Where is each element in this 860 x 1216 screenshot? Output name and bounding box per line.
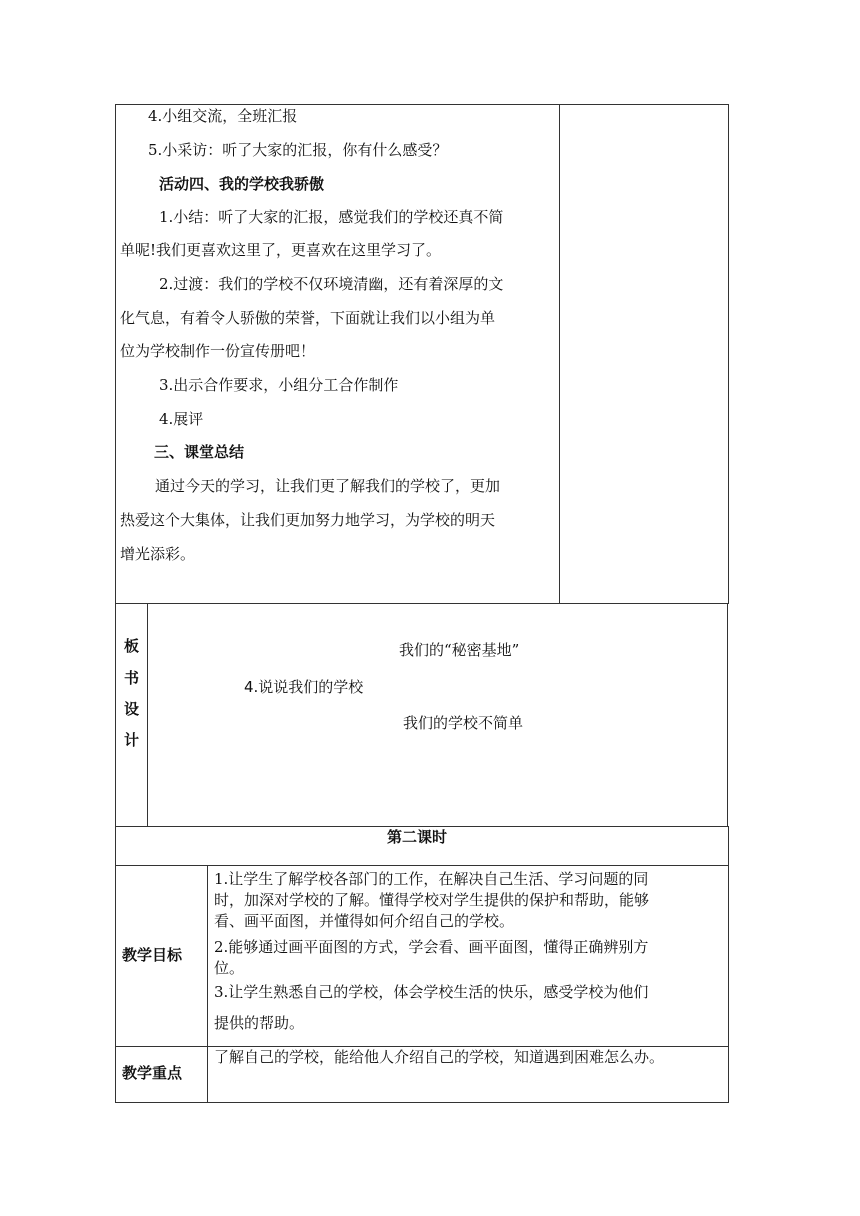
text-line: 化气息，有着令人骄傲的荣誉，下面就让我们以小组为单	[120, 309, 496, 327]
border	[728, 104, 729, 603]
goal-line: 时，加深对学校的了解。懂得学校对学生提供的保护和帮助，能够	[214, 891, 650, 909]
text-line: 1.小结：听了大家的汇报，感觉我们的学校还真不简	[159, 208, 504, 226]
border	[115, 104, 729, 105]
board-label-char: 书	[124, 669, 140, 687]
section-heading: 三、课堂总结	[154, 443, 245, 461]
border	[727, 603, 728, 827]
border	[115, 603, 116, 827]
goals-label: 教学目标	[122, 946, 183, 964]
goal-line: 提供的帮助。	[214, 1014, 305, 1032]
border	[559, 104, 560, 603]
board-title: 我们的“秘密基地”	[399, 641, 520, 659]
board-lesson: 4.说说我们的学校	[244, 678, 364, 696]
board-label-char: 设	[124, 700, 140, 718]
lesson-header: 第二课时	[387, 828, 448, 846]
key-label: 教学重点	[122, 1064, 183, 1082]
border	[728, 826, 729, 1103]
border	[115, 104, 116, 603]
board-label-char: 板	[124, 637, 140, 655]
key-text: 了解自己的学校，能给他人介绍自己的学校，知道遇到困难怎么办。	[214, 1048, 665, 1066]
border	[115, 1102, 729, 1103]
goal-line: 2.能够通过画平面图的方式，学会看、画平面图，懂得正确辨别方	[214, 938, 649, 956]
goal-line: 位。	[214, 959, 245, 977]
activity-heading: 活动四、我的学校我骄傲	[159, 175, 325, 193]
text-line: 通过今天的学习，让我们更了解我们的学校了，更加	[155, 477, 501, 495]
text-line: 位为学校制作一份宣传册吧！	[120, 342, 316, 360]
text-line: 2.过渡：我们的学校不仅环境清幽，还有着深厚的文	[159, 275, 504, 293]
text-line: 4.小组交流，全班汇报	[148, 107, 298, 125]
text-line: 5.小采访：听了大家的汇报，你有什么感受？	[148, 141, 448, 159]
border	[115, 603, 729, 604]
text-line: 4.展评	[159, 410, 204, 428]
board-subtitle: 我们的学校不简单	[403, 714, 524, 732]
text-line: 3.出示合作要求，小组分工合作制作	[159, 376, 399, 394]
border	[147, 603, 148, 827]
border	[207, 865, 208, 1103]
text-line: 热爱这个大集体，让我们更加努力地学习，为学校的明天	[120, 511, 496, 529]
border	[115, 1046, 729, 1047]
goal-line: 1.让学生了解学校各部门的工作，在解决自己生活、学习问题的同	[214, 870, 649, 888]
border	[115, 826, 729, 827]
border	[115, 826, 116, 1103]
goal-line: 看、画平面图，并懂得如何介绍自己的学校。	[214, 912, 515, 930]
goal-line: 3.让学生熟悉自己的学校，体会学校生活的快乐，感受学校为他们	[214, 983, 649, 1001]
text-line: 增光添彩。	[120, 545, 196, 563]
board-label-char: 计	[124, 731, 140, 749]
text-line: 单呢!我们更喜欢这里了，更喜欢在这里学习了。	[120, 241, 442, 259]
